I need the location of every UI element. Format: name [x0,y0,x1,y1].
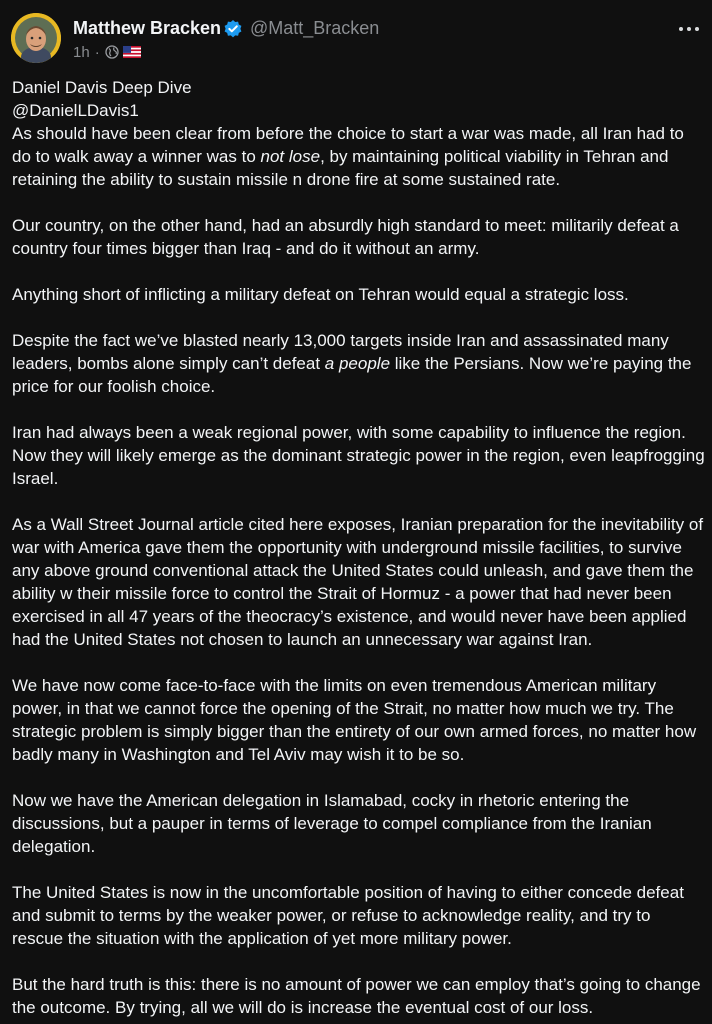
post-paragraph-9: The United States is now in the uncomfortable position of having to either concede defeat and submit to terms by the weaker power, or refuse to acknowledge reality, and try to rescue the situation with the application of yet more military power. [12,883,684,948]
verified-badge-icon [223,19,243,39]
p1-emphasis: not lose [260,147,321,166]
p4-emphasis: a people [324,354,391,373]
post-paragraph-8: Now we have the American delegation in Islamabad, cocky in rhetoric entering the discussions, but a pauper in terms of leverage to compel compliance from the Iranian delegation. [12,791,652,856]
post-paragraph-6: As a Wall Street Journal article cited here exposes, Iranian preparation for the inevitability of war with America gave them the opportunity with underground missile facilities, to survive any above ground conventional attack the United States could unleash, and gave them the ability w their missile force to control the Strait of Hormuz - a power that had never been exercised in all 47 years of the theocracy’s existence, and would never have been applied had the United States not chosen to launch an unnecessary war against Iran. [12,515,704,649]
post-body [12,76,706,1019]
more-horizontal-icon[interactable] [678,22,700,36]
avatar[interactable] [11,13,61,63]
post-time[interactable]: 1h [73,43,90,61]
author-handle[interactable]: @Matt_Bracken [250,18,380,38]
source-handle[interactable]: @DanielLDavis1 [12,101,139,120]
us-flag-icon [123,46,141,58]
post-paragraph-10: But the hard truth is this: there is no amount of power we can employ that’s going to change the outcome. By trying, all we will do is increase the eventual cost of our loss. [12,975,701,1017]
p1-text-b: , by maintaining political viability in Tehran and retaining the ability to sustain missile n drone fire at some sustained rate. [12,147,669,189]
p4-text-b: like the Persians. Now we’re paying the price for our foolish choice. [12,354,692,396]
meta-separator: · [94,43,100,61]
post-meta [73,43,141,61]
author-name[interactable]: Matthew Bracken [73,18,222,38]
post-paragraph-4 [12,329,706,398]
post-paragraph-2: Our country, on the other hand, had an absurdly high standard to meet: militarily defeat a country four times bigger than Iraq - and do it without an army. [12,216,679,258]
post-paragraph-1 [12,76,706,191]
p1-text-a: As should have been clear from before the choice to start a war was made, all Iran had to do to walk away a winner was to [12,124,684,166]
source-title: Daniel Davis Deep Dive [12,78,192,97]
p4-text-a: Despite the fact we’ve blasted nearly 13,000 targets inside Iran and assassinated many leaders, bombs alone simply can’t defeat [12,331,669,373]
post-paragraph-7: We have now come face-to-face with the limits on even tremendous American military power, in that we cannot force the opening of the Strait, no matter how much we try. The strategic problem is simply bigger than the entirety of our own armed forces, no matter how badly many in Washington and Tel Aviv may wish it to be so. [12,676,697,764]
post-paragraph-3: Anything short of inflicting a military defeat on Tehran would equal a strategic loss. [12,285,629,304]
post-paragraph-5: Iran had always been a weak regional power, with some capability to influence the region. Now they will likely emerge as the dominant strategic power in the region, even leapfrogging Israel. [12,423,705,488]
globe-icon [105,45,119,59]
